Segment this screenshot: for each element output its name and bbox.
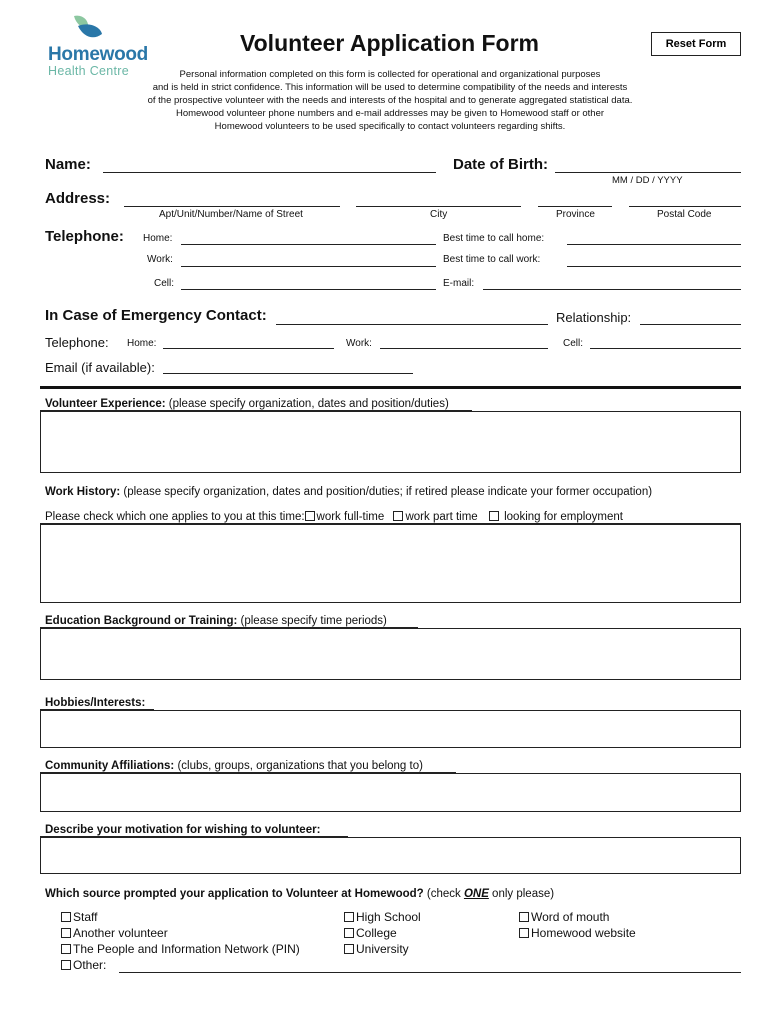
motivation-heading: [45, 824, 320, 836]
community-textarea[interactable]: [40, 773, 741, 812]
city-field[interactable]: [356, 206, 521, 207]
emergency-title: In Case of Emergency Contact:: [45, 307, 267, 324]
street-caption: Apt/Unit/Number/Name of Street: [159, 209, 303, 220]
source-word-checkbox[interactable]: [519, 912, 529, 922]
source-word-option[interactable]: [519, 910, 609, 924]
source-highschool-checkbox[interactable]: [344, 912, 354, 922]
source-website-label: Homewood website: [531, 926, 636, 940]
reset-form-button[interactable]: Reset Form: [651, 32, 741, 56]
source-question-bold: Which source prompted your application to Volunteer at Homewood?: [45, 888, 424, 900]
source-university-option[interactable]: [344, 942, 409, 956]
source-staff-checkbox[interactable]: [61, 912, 71, 922]
telephone-label: Telephone:: [45, 228, 124, 245]
notice-line: Homewood volunteer phone numbers and e-mail addresses may be given to Homewood staff or other: [175, 108, 605, 119]
emergency-telephone-label: Telephone:: [45, 335, 109, 350]
cell-phone-label: Cell:: [154, 278, 175, 289]
best-time-home-label: Best time to call home:: [443, 233, 545, 244]
source-question-pre: (check: [423, 888, 464, 900]
emergency-work-label: Work:: [346, 338, 372, 349]
email-field[interactable]: [483, 289, 741, 290]
employment-prompt: Please check which one applies to you at this time:: [45, 511, 305, 523]
source-highschool-label: High School: [356, 910, 421, 924]
notice-line: and is held in strict confidence. This information will be used to determine compatibility of the needs and interests: [152, 82, 628, 93]
province-field[interactable]: [538, 206, 612, 207]
best-time-work-field[interactable]: [567, 266, 741, 267]
source-highschool-option[interactable]: [344, 910, 421, 924]
source-university-checkbox[interactable]: [344, 944, 354, 954]
motivation-bold: Describe your motivation for wishing to volunteer:: [45, 824, 321, 836]
home-phone-label: Home:: [143, 233, 173, 244]
province-caption: Province: [556, 209, 595, 220]
name-field[interactable]: [103, 172, 436, 173]
emergency-work-field[interactable]: [380, 348, 548, 349]
education-hint: (please specify time periods): [237, 615, 387, 627]
source-another-label: Another volunteer: [73, 926, 168, 940]
work-history-hint: (please specify organization, dates and position/duties; if retired please indicate your former occupation): [120, 486, 653, 498]
logo-name: Homewood: [48, 44, 148, 65]
community-heading: [45, 760, 423, 772]
postal-caption: Postal Code: [657, 209, 712, 220]
relationship-field[interactable]: [640, 324, 741, 325]
motivation-textarea[interactable]: [40, 837, 741, 874]
source-pin-option[interactable]: [61, 942, 300, 956]
dob-label: Date of Birth:: [453, 156, 548, 173]
source-website-checkbox[interactable]: [519, 928, 529, 938]
volunteer-experience-bold: Volunteer Experience:: [45, 398, 166, 410]
emergency-cell-label: Cell:: [563, 338, 584, 349]
source-college-checkbox[interactable]: [344, 928, 354, 938]
relationship-label: Relationship:: [556, 310, 632, 325]
hobbies-textarea[interactable]: [40, 710, 741, 748]
notice-line: of the prospective volunteer with the needs and interests of the hospital and to generate aggregated statistical data.: [147, 95, 633, 106]
source-another-checkbox[interactable]: [61, 928, 71, 938]
logo-subname: Health Centre: [48, 64, 130, 78]
emergency-email-field[interactable]: [163, 373, 413, 374]
education-heading: [45, 615, 387, 627]
leaf-logo-icon: [68, 14, 104, 44]
source-website-option[interactable]: [519, 926, 636, 940]
section-divider: [40, 386, 741, 389]
best-time-home-field[interactable]: [567, 244, 741, 245]
work-history-textarea[interactable]: [40, 524, 741, 603]
volunteer-experience-textarea[interactable]: [40, 411, 741, 473]
page-title: Volunteer Application Form: [240, 30, 540, 56]
work-parttime-checkbox[interactable]: [393, 511, 403, 521]
volunteer-experience-heading: [45, 398, 449, 410]
source-question-post: only please): [488, 888, 555, 900]
source-other-label: Other:: [73, 958, 107, 972]
emergency-home-label: Home:: [127, 338, 157, 349]
source-pin-label: The People and Information Network (PIN): [73, 942, 300, 956]
work-history-bold: Work History:: [45, 486, 121, 498]
education-textarea[interactable]: [40, 628, 741, 680]
source-college-label: College: [356, 926, 397, 940]
privacy-notice: [125, 68, 655, 133]
emergency-email-label: Email (if available):: [45, 360, 155, 375]
work-fulltime-label: work full-time: [316, 511, 385, 523]
work-history-heading: [45, 486, 652, 498]
postal-code-field[interactable]: [629, 206, 741, 207]
work-fulltime-checkbox[interactable]: [305, 511, 315, 521]
emergency-home-field[interactable]: [163, 348, 334, 349]
looking-employment-label: looking for employment: [504, 511, 623, 523]
source-another-option[interactable]: [61, 926, 168, 940]
work-parttime-label: work part time: [405, 511, 478, 523]
source-other-checkbox[interactable]: [61, 960, 71, 970]
cell-phone-field[interactable]: [181, 289, 436, 290]
hobbies-bold: Hobbies/Interests:: [45, 697, 146, 709]
source-pin-checkbox[interactable]: [61, 944, 71, 954]
source-other-option[interactable]: [61, 958, 106, 972]
source-staff-label: Staff: [73, 910, 98, 924]
hobbies-heading: [45, 697, 145, 709]
source-word-label: Word of mouth: [531, 910, 610, 924]
source-question-one: ONE: [463, 888, 489, 900]
source-college-option[interactable]: [344, 926, 397, 940]
looking-employment-checkbox[interactable]: [489, 511, 499, 521]
volunteer-experience-hint: (please specify organization, dates and position/duties): [165, 398, 449, 410]
work-phone-field[interactable]: [181, 266, 436, 267]
community-hint: (clubs, groups, organizations that you belong to): [174, 760, 423, 772]
work-phone-label: Work:: [147, 254, 173, 265]
source-other-field[interactable]: [119, 972, 741, 973]
employment-status-row: [45, 511, 623, 523]
address-label: Address:: [45, 190, 111, 207]
notice-line: Personal information completed on this form is collected for operational and organizational purposes: [179, 69, 601, 80]
community-bold: Community Affiliations:: [45, 760, 175, 772]
street-field[interactable]: [124, 206, 340, 207]
best-time-work-label: Best time to call work:: [443, 254, 541, 265]
home-phone-field[interactable]: [181, 244, 436, 245]
source-question: [45, 888, 554, 900]
education-bold: Education Background or Training:: [45, 615, 238, 627]
name-label: Name:: [45, 156, 91, 173]
source-university-label: University: [356, 942, 409, 956]
dob-field[interactable]: [555, 172, 741, 173]
email-label: E-mail:: [443, 278, 475, 289]
emergency-cell-field[interactable]: [590, 348, 741, 349]
dob-hint: MM / DD / YYYY: [612, 175, 683, 186]
source-staff-option[interactable]: [61, 910, 97, 924]
city-caption: City: [430, 209, 448, 220]
notice-line: Homewood volunteers to be used specifically to contact volunteers regarding shifts.: [214, 121, 566, 132]
emergency-name-field[interactable]: [276, 324, 548, 325]
